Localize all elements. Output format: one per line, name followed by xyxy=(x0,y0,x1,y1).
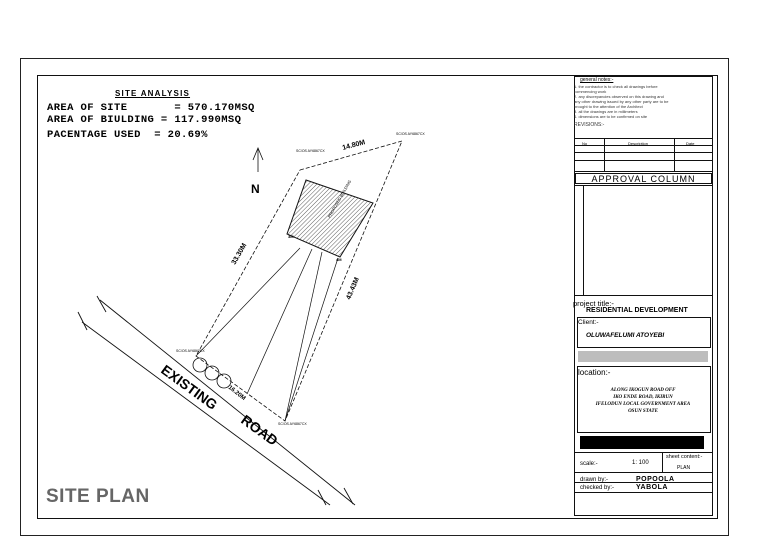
rev-head-date: Date xyxy=(686,141,695,146)
rev-col-line xyxy=(674,138,675,172)
notes-title: general notes:- xyxy=(580,77,614,83)
building-label: PROPOSED BUILDING xyxy=(326,179,353,219)
divider xyxy=(574,472,713,473)
note-line: brought to the attention of the Architect xyxy=(574,104,643,109)
dim-top: 14.80M xyxy=(341,139,367,152)
dim-tiny-2: 4M xyxy=(336,257,342,262)
title-block xyxy=(570,76,716,518)
rev-col-line xyxy=(604,138,605,172)
location-line: IKO ENDE ROAD, IKIRUN xyxy=(613,395,673,400)
note-line: any other drawing issued by any other party are to be xyxy=(574,99,669,104)
location-line: OSUN STATE xyxy=(628,409,658,414)
approval-area xyxy=(574,185,713,295)
road-label-road: ROAD xyxy=(238,411,282,449)
dim-road: 16.20M xyxy=(226,384,247,402)
divider xyxy=(662,452,663,472)
project-title: RESIDENTIAL DEVELOPMENT xyxy=(586,307,688,314)
location-line: IFELODUN LOCAL GOVERNMENT AREA xyxy=(595,402,691,407)
revisions-title: REVISIONS:- xyxy=(574,122,605,128)
scale-label: scale:- xyxy=(580,461,598,467)
divider xyxy=(574,492,713,493)
checked-by: YABOLA xyxy=(636,484,668,491)
beacon-label-3: SC/OS AY6867CX xyxy=(176,349,205,353)
divider xyxy=(574,452,713,453)
checked-by-label: checked by:- xyxy=(580,485,615,491)
client-name: OLUWAFELUMI ATOYEBI xyxy=(586,332,665,339)
project-title-label: project title:- xyxy=(573,299,614,308)
rev-row-line xyxy=(574,160,713,161)
beacon-label-4: SC/OS AY6867CX xyxy=(278,422,307,426)
divider xyxy=(574,482,713,483)
site-plan-drawing xyxy=(38,76,570,518)
dim-right: 43.43M xyxy=(345,276,361,301)
road-label-existing: EXISTING xyxy=(158,361,221,413)
beacon-label-1: SC/OS AY6867CX xyxy=(296,149,325,153)
drawn-by-label: drawn by:- xyxy=(580,477,609,483)
north-label: N xyxy=(251,182,260,196)
location-line: ALONG IKOGUN ROAD OFF xyxy=(610,388,676,393)
beacon-label-2: SC/OS AY6867CX xyxy=(396,132,425,136)
approval-divider xyxy=(583,185,584,295)
black-band xyxy=(580,436,704,449)
scale-value: 1: 100 xyxy=(632,460,649,466)
rev-row-line xyxy=(574,152,713,153)
location-label: location:- xyxy=(578,368,611,377)
note-line: 1. the contractor is to check all drawings before xyxy=(574,84,658,89)
grey-band xyxy=(578,351,708,362)
area-of-building: AREA OF BIULDING = 117.990MSQ xyxy=(47,114,242,126)
approval-column: APPROVAL COLUMN xyxy=(575,173,712,184)
sheet-content: PLAN xyxy=(677,465,691,471)
rev-head-description: Description xyxy=(628,141,649,146)
rev-head-no: No xyxy=(582,141,588,146)
area-of-site: AREA OF SITE = 570.170MSQ xyxy=(47,102,255,114)
dim-tiny-1: 3M xyxy=(288,234,294,239)
site-plan-label: SITE PLAN xyxy=(46,486,150,507)
sheet-content-label: sheet content:- xyxy=(666,454,703,460)
note-line: 2. any discrepancies observed on this drawing and xyxy=(574,94,664,99)
client-label: Client:- xyxy=(578,319,599,326)
dim-left: 33.30M xyxy=(230,242,249,266)
percentage-used: PACENTAGE USED = 20.69% xyxy=(47,129,208,141)
note-line: 3. all the drawings are in millimeters xyxy=(574,109,638,114)
site-analysis-title: SITE ANALYSIS xyxy=(115,89,191,98)
note-line: 4. dimensions are to be confirmed on site xyxy=(574,114,648,119)
divider xyxy=(574,295,713,296)
setback-lines xyxy=(196,248,338,421)
note-line: commencing work xyxy=(574,89,607,94)
drawn-by: POPOOLA xyxy=(636,476,675,483)
north-arrow-icon xyxy=(253,148,263,172)
